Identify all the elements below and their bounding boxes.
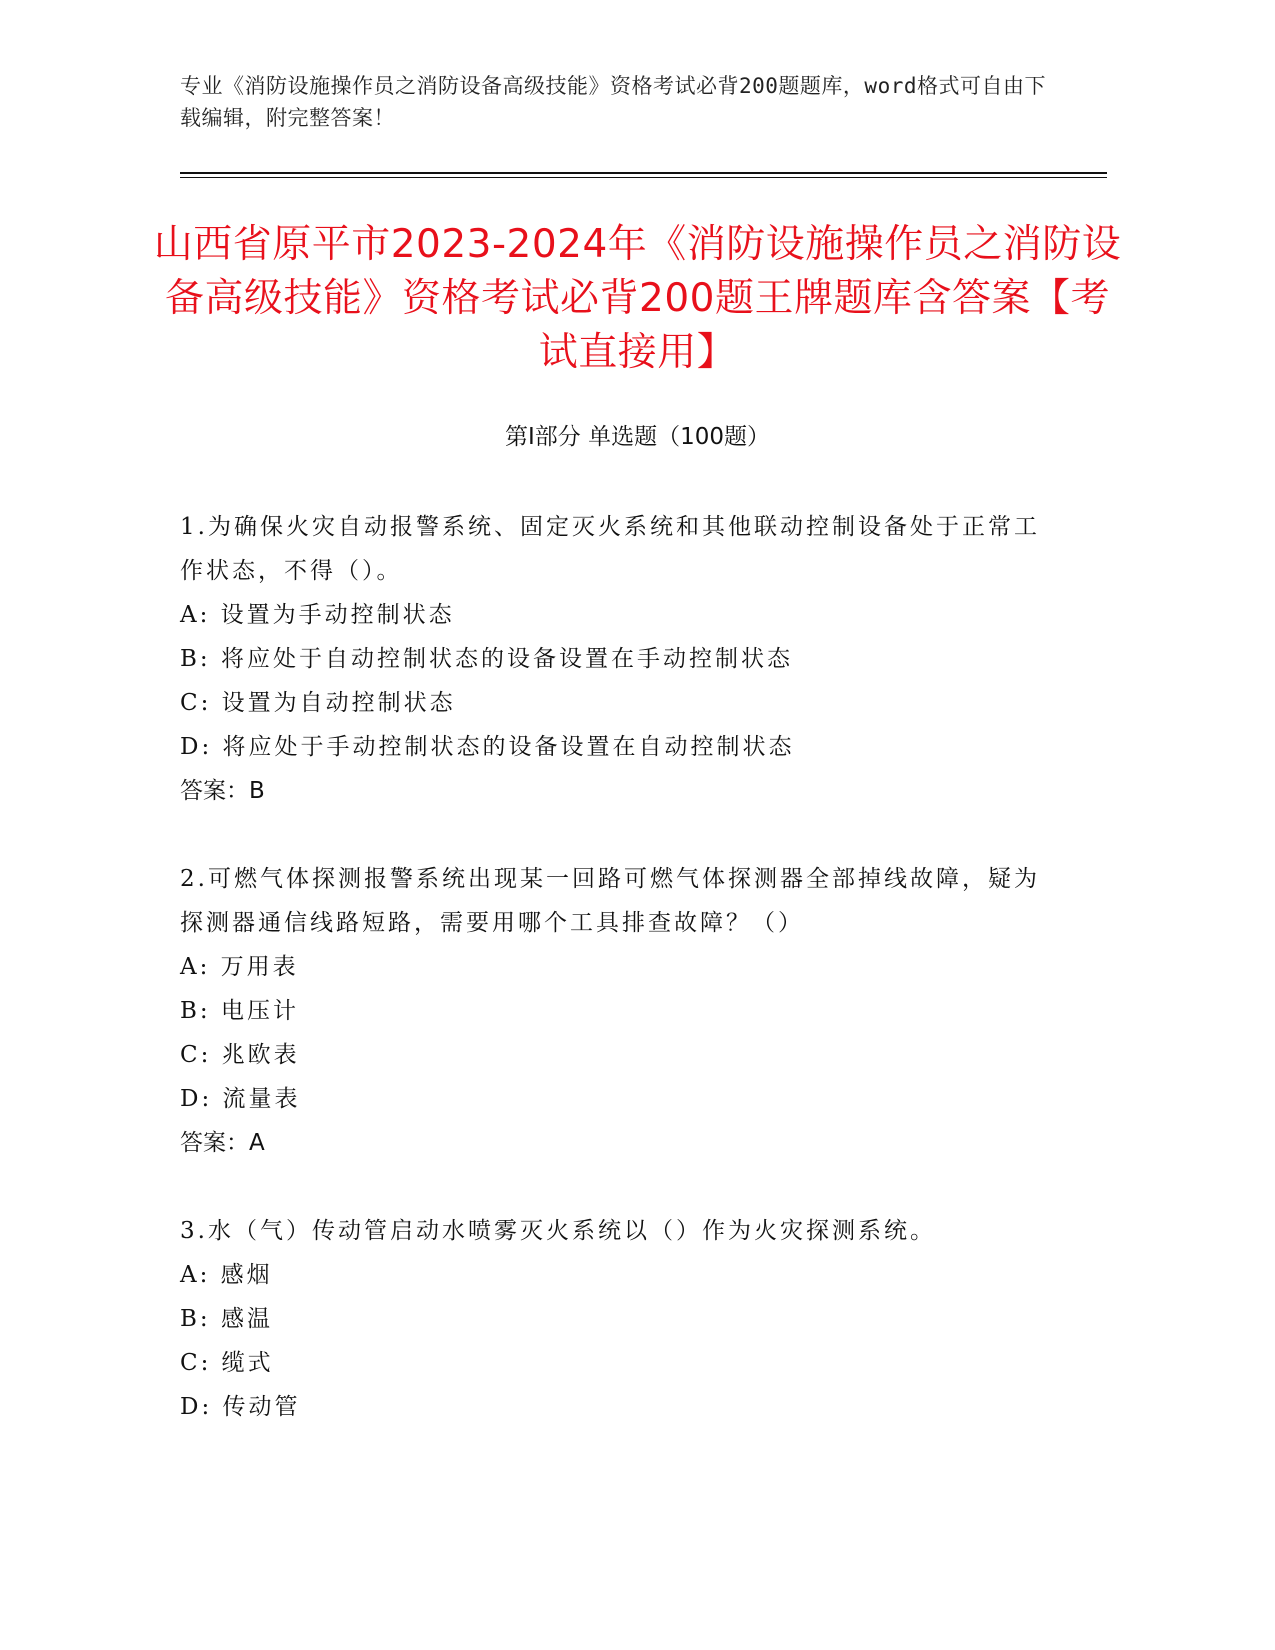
header-rule-thin <box>180 177 1107 178</box>
option-c: C: 设置为自动控制状态 <box>180 690 456 716</box>
header-rule-thick <box>180 172 1107 174</box>
option-a: A: 感烟 <box>180 1262 273 1288</box>
document-title: 山西省原平市2023-2024年《消防设施操作员之消防设备高级技能》资格考试必背200题王牌题库含答案【考试直接用】 <box>153 222 1122 375</box>
question-stem: 2.可燃气体探测报警系统出现某一回路可燃气体探测器全部掉线故障，疑为探测器通信线路短路，需要用哪个工具排查故障？（） <box>180 866 1040 936</box>
option-c: C: 兆欧表 <box>180 1042 300 1068</box>
question-1 <box>180 505 1040 813</box>
question-stem: 3.水（气）传动管启动水喷雾灭火系统以（）作为火灾探测系统。 <box>180 1218 936 1244</box>
question-3 <box>180 1209 1040 1429</box>
option-b: B: 感温 <box>180 1306 273 1332</box>
section-heading: 第Ⅰ部分 单选题（100题） <box>505 424 770 450</box>
option-d: D: 传动管 <box>180 1394 301 1420</box>
answer: 答案：A <box>180 1130 265 1156</box>
option-d: D: 流量表 <box>180 1086 301 1112</box>
question-spacer <box>180 813 1040 857</box>
option-a: A: 万用表 <box>180 954 299 980</box>
question-2 <box>180 857 1040 1165</box>
header-note: 专业《消防设施操作员之消防设备高级技能》资格考试必背200题题库，word格式可自由下载编辑，附完整答案！ <box>180 74 1046 130</box>
question-spacer <box>180 1165 1040 1209</box>
option-b: B: 电压计 <box>180 998 299 1024</box>
option-a: A: 设置为手动控制状态 <box>180 602 455 628</box>
option-b: B: 将应处于自动控制状态的设备设置在手动控制状态 <box>180 646 793 672</box>
option-c: C: 缆式 <box>180 1350 274 1376</box>
question-stem: 1.为确保火灾自动报警系统、固定灭火系统和其他联动控制设备处于正常工作状态，不得（）。 <box>180 514 1040 584</box>
question-list <box>180 505 1040 1429</box>
answer: 答案：B <box>180 778 265 804</box>
option-d: D: 将应处于手动控制状态的设备设置在自动控制状态 <box>180 734 795 760</box>
